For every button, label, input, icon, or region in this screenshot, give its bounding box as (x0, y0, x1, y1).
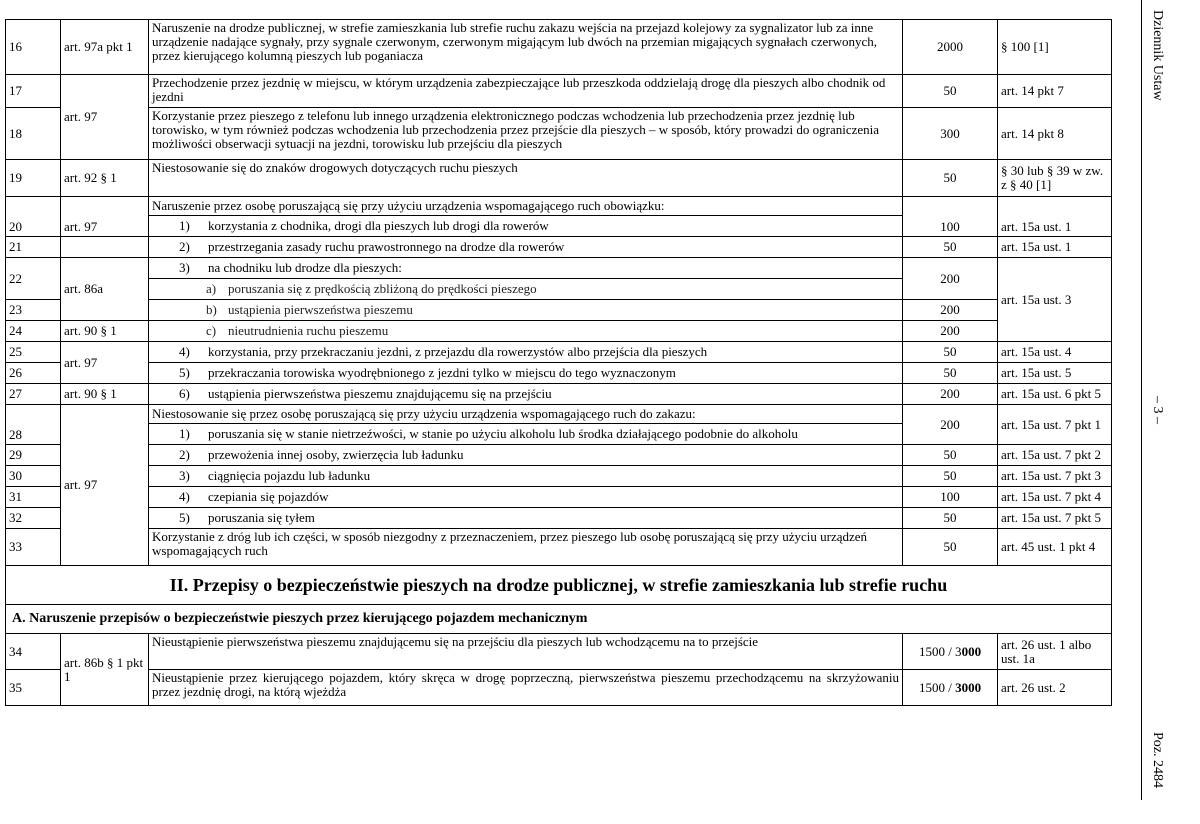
basis-cell: art. 26 ust. 1 albo ust. 1a (998, 634, 1112, 670)
table-row (6, 508, 1112, 529)
fine-bold: 3000 (955, 679, 982, 695)
description-cell: Niestosowanie się do znaków drogowych dotyczących ruchu pieszych (149, 160, 903, 197)
lp-cell: 25 (6, 342, 61, 363)
lp-cell: 22 (6, 258, 61, 300)
item-index: 5) (179, 510, 190, 525)
item-text: przewożenia innej osoby, zwierzęcia lub ładunku (208, 447, 464, 462)
item-text: na chodniku lub drodze dla pieszych: (208, 260, 402, 275)
lp-cell: 24 (6, 321, 61, 342)
fines-table (5, 19, 1112, 706)
article-cell: art. 86b § 1 pkt 1 (61, 634, 149, 706)
basis-cell: art. 15a ust. 7 pkt 1 (998, 405, 1112, 445)
article-cell: art. 97 (61, 405, 149, 566)
lp-cell: 27 (6, 384, 61, 405)
item-text: ciągnięcia pojazdu lub ładunku (208, 468, 371, 483)
item-index: 1) (179, 426, 190, 441)
table-row (6, 529, 1112, 566)
basis-cell: § 100 [1] (998, 20, 1112, 75)
lp-cell: 33 (6, 529, 61, 566)
basis-cell: art. 15a ust. 5 (998, 363, 1112, 384)
table-row (6, 634, 1112, 670)
fine-cell: 50 (903, 445, 998, 466)
article-cell: art. 90 § 1 (61, 384, 149, 405)
lp-cell: 20 (6, 197, 61, 237)
fine-cell: 50 (903, 466, 998, 487)
description-cell (149, 216, 903, 237)
lp-cell: 26 (6, 363, 61, 384)
description-cell (149, 279, 903, 300)
basis-cell: art. 15a ust. 7 pkt 3 (998, 466, 1112, 487)
article-cell: art. 97 (61, 197, 149, 237)
fine-cell: 200 (903, 321, 998, 342)
fine-cell: 50 (903, 75, 998, 108)
item-index: c) (206, 323, 217, 338)
description-cell (149, 342, 903, 363)
description-cell: Naruszenie przez osobę poruszającą się przy użyciu urządzenia wspomagającego ruch obowiązku: (149, 197, 903, 216)
fine-cell: 200 (903, 384, 998, 405)
basis-cell: art. 45 ust. 1 pkt 4 (998, 529, 1112, 566)
lp-cell: 19 (6, 160, 61, 197)
subsection-row (6, 605, 1112, 634)
lp-cell: 35 (6, 670, 61, 706)
article-cell: art. 97 (61, 75, 149, 160)
table-row (6, 300, 1112, 321)
item-index: 6) (179, 386, 190, 401)
item-index: 1) (179, 218, 190, 233)
description-cell (149, 258, 903, 279)
table-row (6, 321, 1112, 342)
table-row (6, 237, 1112, 258)
table-row (6, 20, 1112, 75)
lp-cell: 32 (6, 508, 61, 529)
item-text: przestrzegania zasady ruchu prawostronnego na drodze dla rowerów (208, 239, 565, 254)
article-cell: art. 97 (61, 342, 149, 384)
margin-rule (1141, 0, 1142, 800)
section-row (6, 566, 1112, 605)
item-index: 3) (179, 468, 190, 483)
basis-cell: art. 15a ust. 1 (998, 197, 1112, 237)
article-cell: art. 92 § 1 (61, 160, 149, 197)
lp-cell: 34 (6, 634, 61, 670)
item-text: nieutrudnienia ruchu pieszemu (228, 323, 389, 338)
basis-cell: art. 15a ust. 7 pkt 5 (998, 508, 1112, 529)
fine-cell: 2000 (903, 20, 998, 75)
item-index: b) (206, 302, 217, 317)
table-row (6, 363, 1112, 384)
article-cell: art. 90 § 1 (61, 321, 149, 342)
fine-regular: 1500 / 3 (918, 643, 962, 659)
basis-cell: art. 15a ust. 3 (998, 258, 1112, 342)
lp-cell: 28 (6, 405, 61, 445)
table-row (6, 445, 1112, 466)
table-row (6, 75, 1112, 108)
description-cell (149, 237, 903, 258)
lp-cell: 18 (6, 108, 61, 160)
article-cell (61, 237, 149, 258)
lp-cell: 17 (6, 75, 61, 108)
item-index: 3) (179, 260, 190, 275)
lp-cell: 23 (6, 300, 61, 321)
item-index: 4) (179, 344, 190, 359)
fine-cell: 200 (903, 300, 998, 321)
description-cell (149, 508, 903, 529)
fine-cell: 50 (903, 160, 998, 197)
fine-cell: 200 (903, 405, 998, 445)
item-text: przekraczania torowiska wyodrębnionego z jezdni tylko w miejscu do tego wyznaczonym (208, 365, 676, 380)
description-cell (149, 363, 903, 384)
item-index: 2) (179, 447, 190, 462)
table-row (6, 405, 1112, 424)
description-cell (149, 300, 903, 321)
item-text: poruszania się z prędkością zbliżoną do prędkości pieszego (228, 281, 537, 296)
fine-cell: 300 (903, 108, 998, 160)
item-text: korzystania, przy przekraczaniu jezdni, z przejazdu dla rowerzystów albo przejścia dla pieszych (208, 344, 708, 359)
fine-cell: 50 (903, 237, 998, 258)
fine-cell: 50 (903, 508, 998, 529)
description-cell: Korzystanie z dróg lub ich części, w sposób niezgodny z przeznaczeniem, przez pieszego lub osobę poruszającą się przy użyciu urządzeń wspomagających ruch (149, 529, 903, 566)
description-cell (149, 487, 903, 508)
basis-cell: art. 15a ust. 1 (998, 237, 1112, 258)
page-number: – 3 – (1150, 396, 1165, 424)
description-cell: Naruszenie na drodze publicznej, w strefie zamieszkania lub strefie ruchu zakazu wejścia na przejazd kolejowy za sygnalizator lub za inne urządzenie nadające sygnały, przy sygnale czerwonym, czerwonym migającym lub dwóch na przemian migających sygnałach czerwonych, przez kierującego kolumną pieszych lub poganiacza (149, 20, 903, 75)
table-row (6, 258, 1112, 279)
fine-cell: 50 (903, 342, 998, 363)
item-index: a) (206, 281, 217, 296)
basis-cell: art. 15a ust. 7 pkt 4 (998, 487, 1112, 508)
subsection-heading: A. Naruszenie przepisów o bezpieczeństwie pieszych przez kierującego pojazdem mechanicznym (6, 605, 1112, 634)
basis-cell: art. 26 ust. 2 (998, 670, 1112, 706)
fine-cell: 50 (903, 529, 998, 566)
lp-cell: 29 (6, 445, 61, 466)
fine-cell: 50 (903, 363, 998, 384)
article-cell: art. 86a (61, 258, 149, 321)
table-row (6, 487, 1112, 508)
lp-cell: 30 (6, 466, 61, 487)
item-index: 2) (179, 239, 190, 254)
fine-cell: 200 (903, 258, 998, 300)
description-cell (149, 424, 903, 445)
description-cell: Korzystanie przez pieszego z telefonu lub innego urządzenia elektronicznego podczas wchodzenia lub przechodzenia przez jezdnię lub torowisko, w tym również podczas wchodzenia lub przechodzenia przez przejście dla pieszych – w sposób, który prowadzi do ograniczenia możliwości obserwacji sytuacji na jezdni, torowisku lub przejściu dla pieszych (149, 108, 903, 160)
item-text: korzystania z chodnika, drogi dla pieszych lub drogi dla rowerów (208, 218, 549, 233)
item-text: poruszania się w stanie nietrzeźwości, w stanie po użyciu alkoholu lub środka działającego podobnie do alkoholu (208, 426, 798, 441)
article-cell: art. 97a pkt 1 (61, 20, 149, 75)
item-text: ustąpienia pierwszeństwa pieszemu znajdującemu się na przejściu (208, 386, 552, 401)
description-cell (149, 445, 903, 466)
table-row (6, 108, 1112, 160)
table-row (6, 342, 1112, 363)
fine-bold: 000 (961, 643, 982, 659)
basis-cell: art. 14 pkt 7 (998, 75, 1112, 108)
basis-cell: art. 15a ust. 7 pkt 2 (998, 445, 1112, 466)
fine-regular: 1500 / (918, 679, 956, 695)
description-cell: Nieustąpienie pierwszeństwa pieszemu znajdującemu się na przejściu dla pieszych lub wchodzącemu na to przejście (149, 634, 903, 670)
lp-cell: 31 (6, 487, 61, 508)
fine-cell: 100 (903, 487, 998, 508)
basis-cell: art. 15a ust. 6 pkt 5 (998, 384, 1112, 405)
table-row (6, 670, 1112, 706)
lp-cell: 21 (6, 237, 61, 258)
item-index: 5) (179, 365, 190, 380)
fine-cell (903, 634, 998, 670)
item-index: 4) (179, 489, 190, 504)
table-row (6, 466, 1112, 487)
lp-cell: 16 (6, 20, 61, 75)
item-text: poruszania się tyłem (208, 510, 315, 525)
description-cell (149, 466, 903, 487)
description-cell: Przechodzenie przez jezdnię w miejscu, w którym urządzenia zabezpieczające lub przeszkoda oddzielają drogę dla pieszych albo chodnik od jezdni (149, 75, 903, 108)
item-text: ustąpienia pierwszeństwa pieszemu (228, 302, 413, 317)
fine-cell (903, 670, 998, 706)
description-cell (149, 384, 903, 405)
basis-cell: art. 15a ust. 4 (998, 342, 1112, 363)
description-cell: Nieustąpienie przez kierującego pojazdem, który skręca w drogę poprzeczną, pierwszeństwa pieszemu przechodzącemu na skrzyżowaniu przez jezdnię drogi, na którą wjeżdża (149, 670, 903, 706)
table-row (6, 384, 1112, 405)
section-heading: II. Przepisy o bezpieczeństwie pieszych na drodze publicznej, w strefie zamieszkania lub strefie ruchu (6, 566, 1112, 605)
item-text: czepiania się pojazdów (208, 489, 329, 504)
description-cell (149, 321, 903, 342)
description-cell: Niestosowanie się przez osobę poruszającą się przy użyciu urządzenia wspomagającego ruch do zakazu: (149, 405, 903, 424)
journal-title: Dziennik Ustaw (1150, 10, 1165, 101)
basis-cell: art. 14 pkt 8 (998, 108, 1112, 160)
table-row (6, 160, 1112, 197)
position-number: Poz. 2484 (1150, 732, 1165, 788)
table-row (6, 197, 1112, 216)
basis-cell: § 30 lub § 39 w zw. z § 40 [1] (998, 160, 1112, 197)
fine-cell: 100 (903, 197, 998, 237)
